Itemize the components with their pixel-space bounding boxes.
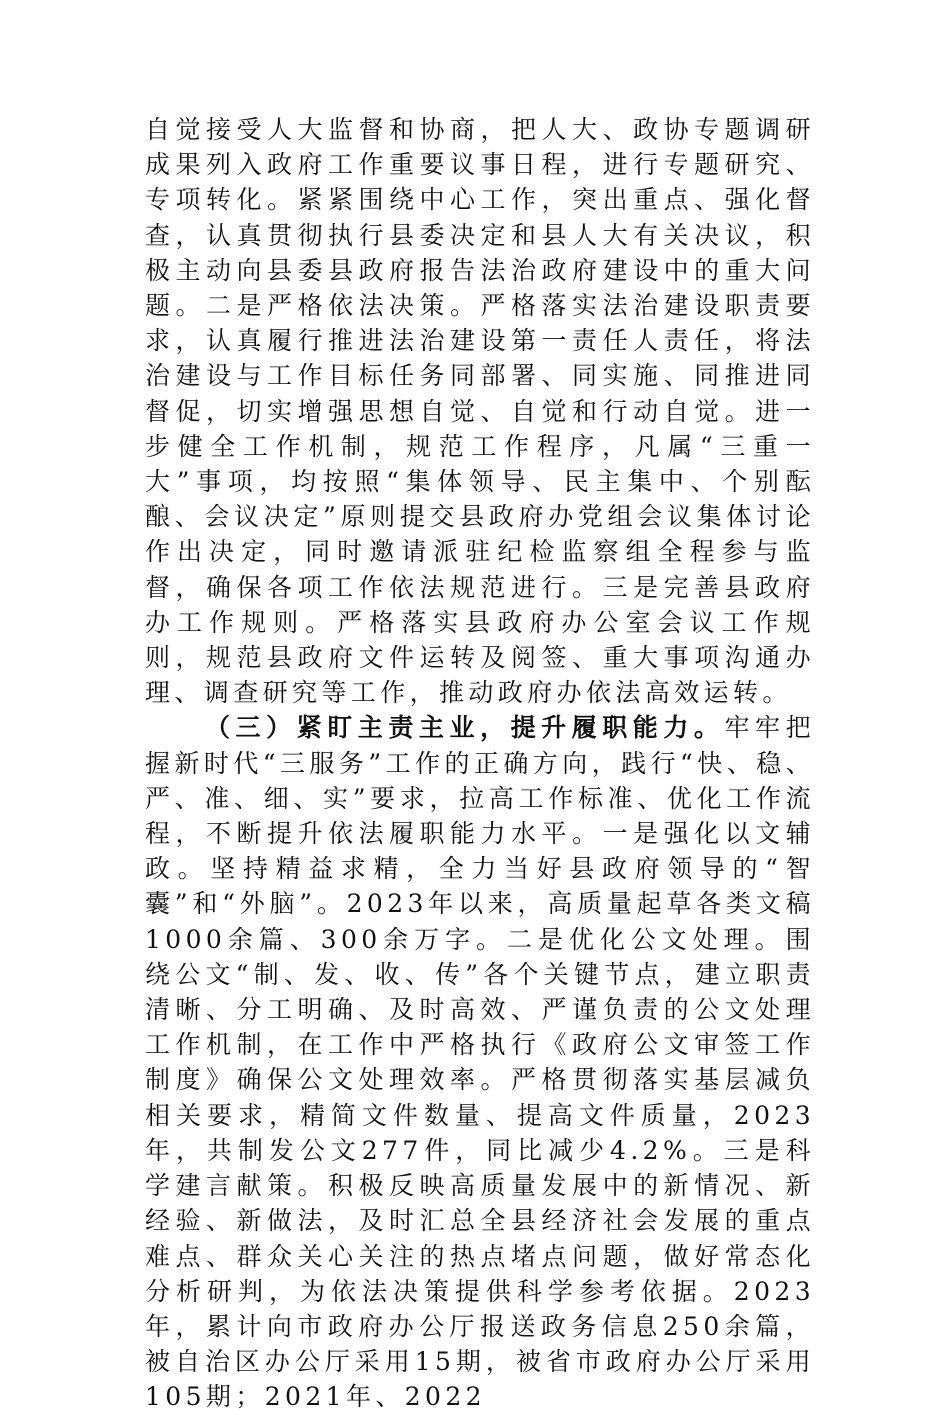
section-heading: （三）紧盯主责主业，提升履职能力。 (205, 713, 725, 743)
body-text (145, 112, 815, 1415)
paragraph-section-three (145, 710, 815, 1414)
section-body: 牢牢把握新时代“三服务”工作的正确方向，践行“快、稳、严、准、细、实”要求，拉高工作标准、优化工作流程，不断提升依法履职能力水平。一是强化以文辅政。坚持精益求精，全力当好县政府领导的“智囊”和“外脑”。2023年以来，高质量起草各类文稿1000余篇、300余万字。二是优化公文处理。围绕公文“制、发、收、传”各个关键节点，建立职责清晰、分工明确、及时高效、严谨负责的公文处理工作机制，在工作中严格执行《政府公文审签工作制度》确保公文处理效率。严格贯彻落实基层减负相关要求，精简文件数量、提高文件质量，2023年，共制发公文277件，同比减少4.2%。三是科学建言献策。积极反映高质量发展中的新情况、新经验、新做法，及时汇总全县经济社会发展的重点难点、群众关心关注的热点堵点问题，做好常态化分析研判，为依法决策提供科学参考依据。2023年，累计向市政府办公厅报送政务信息250余篇，被自治区办公厅采用15期，被省市政府办公厅采用105期；2021年、2022 (145, 713, 815, 1412)
paragraph-continuation: 自觉接受人大监督和协商，把人大、政协专题调研成果列入政府工作重要议事日程，进行专题研究、专项转化。紧紧围绕中心工作，突出重点、强化督查，认真贯彻执行县委决定和县人大有关决议，积极主动向县委县政府报告法治政府建设中的重大问题。二是严格依法决策。严格落实法治建设职责要求，认真履行推进法治建设第一责任人责任，将法治建设与工作目标任务同部署、同实施、同推进同督促，切实增强思想自觉、自觉和行动自觉。进一步健全工作机制，规范工作程序，凡属“三重一大”事项，均按照“集体领导、民主集中、个别酝酿、会议决定”原则提交县政府办党组会议集体讨论作出决定，同时邀请派驻纪检监察组全程参与监督，确保各项工作依法规范进行。三是完善县政府办工作规则。严格落实县政府办公室会议工作规则，规范县政府文件运转及阅签、重大事项沟通办理、调查研究等工作，推动政府办依法高效运转。 (145, 115, 815, 708)
